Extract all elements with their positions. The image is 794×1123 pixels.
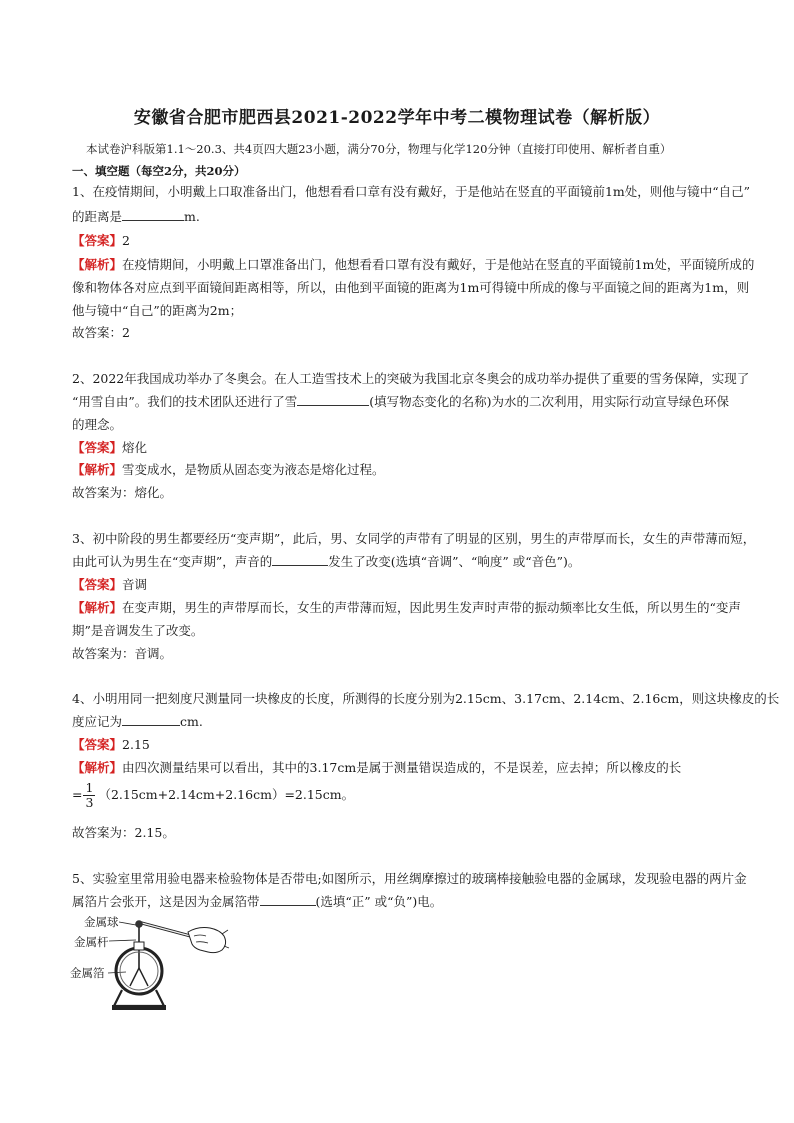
formula-expression: （2.15cm+2.14cm+2.16cm）=2.15cm。 [98, 787, 355, 802]
q5-text-prefix: 属箔片会张开，这是因为金属箔带 [72, 894, 260, 909]
exam-intro: 本试卷沪科版第1.1～20.3、共4页四大题23小题，满分70分，物理与化学120分钟（直接打印使用、解析者自重） [86, 142, 672, 156]
q4-analysis-text: 由四次测量结果可以看出，其中的3.17cm是属于测量错误造成的，不是误差，应去掉；所以橡皮的长 [122, 760, 682, 775]
q2-text-prefix: “用雪自由”。我们的技术团队还进行了雪 [72, 394, 298, 409]
q4-text-line-1: 4、小明用同一把刻度尺测量同一块橡皮的长度，所测得的长度分别为2.15cm、3.17cm、2.14cm、2.16cm，则这块橡皮的长 [72, 691, 780, 706]
q4-answer-value: 2.15 [122, 737, 150, 752]
q3-analysis-line-2: 期”是音调发生了改变。 [72, 623, 204, 638]
q1-answer-value: 2 [122, 233, 130, 248]
q5-text-line-1: 5、实验室里常用验电器来检验物体是否带电;如图所示，用丝绸摩擦过的玻璃棒接触验电器的金属球，发现验电器的两片金 [72, 871, 747, 886]
q1-analysis-line-2: 像和物体各对应点到平面镜间距离相等，所以，由他到平面镜的距离为1m可得镜中所成的像与平面镜之间的距离为1m，则 [72, 280, 750, 295]
hand-icon [188, 928, 226, 953]
fraction-numerator: 1 [85, 780, 94, 795]
q2-analysis-text: 雪变成水，是物质从固态变为液态是熔化过程。 [122, 462, 385, 477]
q2-final-answer: 故答案为：熔化。 [72, 485, 173, 500]
q1-text-line-2 [72, 208, 200, 226]
fraction-denominator: 3 [85, 795, 94, 810]
q2-analysis [72, 461, 385, 479]
analysis-tag: 【解析】 [72, 462, 123, 477]
analysis-tag: 【解析】 [72, 257, 123, 272]
q3-text-prefix: 由此可认为男生在“变声期”，声音的 [72, 554, 273, 569]
q4-text-prefix: 度应记为 [72, 714, 123, 729]
fraction-one-third [83, 781, 95, 810]
answer-tag: 【答案】 [72, 737, 123, 752]
q4-answer [72, 736, 150, 754]
electroscope-figure [70, 912, 230, 1017]
section-heading: 一、填空题（每空2分，共20分） [72, 164, 246, 178]
q4-formula [72, 781, 354, 810]
q2-text-suffix: (填写物态变化的名称)为水的二次利用，用实际行动宣导绿色环保 [369, 394, 730, 409]
q3-answer-value: 音调 [122, 577, 148, 592]
q2-text-line-2 [72, 393, 729, 411]
label-metal-rod: 金属杆 [74, 935, 109, 949]
q1-text-prefix: 的距离是 [72, 209, 123, 224]
q2-answer-blank [297, 393, 369, 406]
q3-answer [72, 576, 147, 594]
q5-text-line-2 [72, 893, 442, 911]
q3-text-suffix: 发生了改变(选填“音调”、“响度” 或“音色”)。 [328, 554, 581, 569]
page-title: 安徽省合肥市肥西县2021-2022学年中考二模物理试卷（解析版） [133, 108, 661, 128]
q1-analysis-line-1 [72, 256, 754, 274]
q4-text-suffix: cm. [180, 714, 203, 729]
answer-tag: 【答案】 [72, 440, 123, 455]
q1-answer [72, 232, 130, 250]
q3-final-answer: 故答案为：音调。 [72, 646, 173, 661]
q4-text-line-2 [72, 713, 203, 731]
q4-answer-blank [122, 713, 180, 726]
label-metal-foil: 金属箔 [70, 966, 105, 980]
metal-foils [130, 968, 148, 986]
q1-analysis-line-3: 他与镜中“自己”的距离为2m； [72, 303, 243, 318]
formula-equals: = [72, 787, 83, 802]
q4-final-answer: 故答案为：2.15。 [72, 825, 175, 840]
q3-analysis-line-1 [72, 599, 741, 617]
q1-final-answer: 故答案：2 [72, 325, 130, 340]
q1-text-line-1: 1、在疫情期间，小明戴上口取准备出门，他想看看口章有没有戴好，于是他站在竖直的平面镜前1m处，则他与镜中“自己” [72, 184, 751, 199]
analysis-tag: 【解析】 [72, 600, 123, 615]
q2-text-line-1: 2、2022年我国成功举办了冬奥会。在人工造雪技术上的突破为我国北京冬奥会的成功举办提供了重要的雪务保障，实现了 [72, 371, 750, 386]
metal-ball [135, 920, 143, 928]
q1-answer-blank [122, 208, 184, 221]
q3-analysis-text-1: 在变声期，男生的声带厚而长，女生的声带薄而短，因此男生发声时声带的振动频率比女生低，所以男生的“变声 [122, 600, 741, 615]
q4-analysis [72, 759, 681, 777]
analysis-tag: 【解析】 [72, 760, 123, 775]
q5-text-suffix: (选填“正” 或“负”)电。 [315, 894, 443, 909]
q2-answer-value: 熔化 [122, 440, 148, 455]
answer-tag: 【答案】 [72, 577, 123, 592]
q3-answer-blank [272, 553, 328, 566]
q1-analysis-text-1: 在疫情期间，小明戴上口罩准备出门，他想看看口罩有没有戴好，于是他站在竖直的平面镜前1m处，平面镜所成的 [122, 257, 755, 272]
q1-text-suffix: m. [184, 209, 200, 224]
q5-answer-blank [260, 893, 316, 906]
label-metal-ball: 金属球 [84, 915, 119, 929]
electroscope-drawing [70, 912, 230, 1017]
q3-text-line-2 [72, 553, 580, 571]
answer-tag: 【答案】 [72, 233, 123, 248]
q3-text-line-1: 3、初中阶段的男生都要经历“变声期”，此后，男、女同学的声带有了明显的区别，男生的声带厚而长，女生的声带薄而短， [72, 531, 756, 546]
q2-text-line-3: 的理念。 [72, 417, 123, 432]
q2-answer [72, 439, 147, 457]
